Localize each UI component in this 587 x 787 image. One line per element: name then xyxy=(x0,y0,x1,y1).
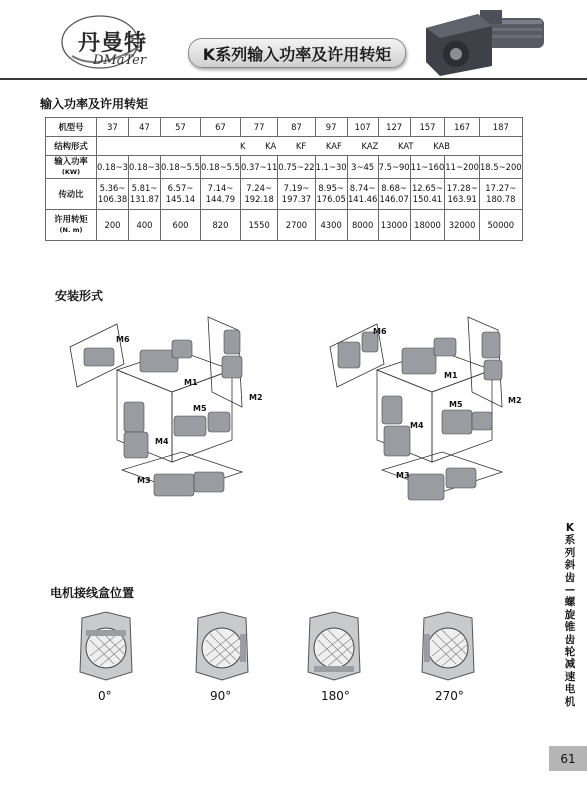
mount-label-m4: M4 xyxy=(155,437,169,446)
table-row-models xyxy=(46,118,523,137)
mount-label-m1: M1 xyxy=(444,371,458,380)
mount-label-m5: M5 xyxy=(193,404,207,413)
power-cell: 11~200 xyxy=(445,156,480,179)
spec-table xyxy=(45,117,523,241)
power-cell: 0.37~11 xyxy=(240,156,277,179)
model-cell: 37 xyxy=(97,118,129,137)
ratio-cell: 17.27~ 180.78 xyxy=(479,179,522,210)
power-cell: 0.18~3 xyxy=(97,156,129,179)
model-cell: 77 xyxy=(240,118,277,137)
structure-value: K xyxy=(240,140,246,151)
power-cell: 7.5~90 xyxy=(378,156,410,179)
ratio-cell: 8.68~ 146.07 xyxy=(378,179,410,210)
power-cell: 0.18~5.5 xyxy=(161,156,201,179)
mount-label-m3: M3 xyxy=(396,471,410,480)
mount-label-m2: M2 xyxy=(249,393,263,402)
torque-cell: 200 xyxy=(97,210,129,241)
gearbox-view-0 xyxy=(74,610,138,682)
ratio-cell: 5.36~ 106.38 xyxy=(97,179,129,210)
model-cell: 187 xyxy=(479,118,522,137)
side-tab-series-title: K 系 列 斜 齿 — 螺 旋 锥 齿 轮 减 速 电 机 xyxy=(564,522,576,708)
angle-label-270: 270° xyxy=(435,689,464,703)
torque-cell: 8000 xyxy=(347,210,378,241)
structure-value: KAF xyxy=(325,140,342,151)
mount-label-m6: M6 xyxy=(116,335,130,344)
header-rule xyxy=(0,78,587,80)
torque-cell: 13000 xyxy=(378,210,410,241)
structure-value: KA xyxy=(265,140,277,151)
torque-cell: 32000 xyxy=(445,210,480,241)
mount-label-m2: M2 xyxy=(508,396,522,405)
ratio-cell: 6.57~ 145.14 xyxy=(161,179,201,210)
angle-label-0: 0° xyxy=(98,689,112,703)
ratio-cell: 8.74~ 141.46 xyxy=(347,179,378,210)
row-label-structure: 结构形式 xyxy=(46,137,97,156)
ratio-cell: 5.81~ 131.87 xyxy=(129,179,161,210)
mount-label-m4: M4 xyxy=(410,421,424,430)
structure-value: KF xyxy=(295,140,307,151)
gearbox-view-90 xyxy=(190,610,254,682)
ratio-cell: 12.65~ 150.41 xyxy=(410,179,445,210)
row-label-power xyxy=(46,156,97,179)
ratio-cell: 7.24~ 192.18 xyxy=(240,179,277,210)
structure-value: KAB xyxy=(433,140,451,151)
torque-cell: 1550 xyxy=(240,210,277,241)
torque-cell: 600 xyxy=(161,210,201,241)
row-label-model: 机型号 xyxy=(46,118,97,137)
model-cell: 97 xyxy=(315,118,347,137)
mount-label-m3: M3 xyxy=(137,476,151,485)
torque-cell: 820 xyxy=(200,210,240,241)
power-cell: 3~45 xyxy=(347,156,378,179)
angle-label-180: 180° xyxy=(321,689,350,703)
mounting-diagram-left xyxy=(62,312,282,517)
ratio-cell: 7.19~ 197.37 xyxy=(278,179,315,210)
ratio-cell: 7.14~ 144.79 xyxy=(200,179,240,210)
page-number: 61 xyxy=(549,746,587,771)
gearbox-view-270 xyxy=(416,610,480,682)
mount-label-m1: M1 xyxy=(184,378,198,387)
torque-unit: (N. m) xyxy=(59,226,83,234)
torque-cell: 18000 xyxy=(410,210,445,241)
table-row-structure xyxy=(46,137,523,156)
model-cell: 167 xyxy=(445,118,480,137)
power-cell: 0.18~3 xyxy=(129,156,161,179)
table-row-ratio xyxy=(46,179,523,210)
gearbox-view-180 xyxy=(302,610,366,682)
angle-label-90: 90° xyxy=(210,689,232,703)
power-cell: 0.75~22 xyxy=(278,156,315,179)
structure-value: KAT xyxy=(397,140,414,151)
gearmotor-photo xyxy=(418,4,548,78)
row-label-ratio: 传动比 xyxy=(46,179,97,210)
row-label-torque xyxy=(46,210,97,241)
structure-value: KAZ xyxy=(361,140,379,151)
torque-cell: 4300 xyxy=(315,210,347,241)
torque-cell: 2700 xyxy=(278,210,315,241)
power-cell: 0.18~5.5 xyxy=(200,156,240,179)
mount-label-m5: M5 xyxy=(449,400,463,409)
section-title-power-torque: 输入功率及许用转矩 xyxy=(40,97,149,111)
page-title: K系列输入功率及许用转矩 xyxy=(188,38,406,68)
section-title-terminal-box: 电机接线盒位置 xyxy=(50,586,135,600)
power-label: 输入功率 xyxy=(54,156,88,166)
model-cell: 107 xyxy=(347,118,378,137)
logo-english-name: DMaTer xyxy=(93,53,147,68)
model-cell: 157 xyxy=(410,118,445,137)
ratio-cell: 8.95~ 176.05 xyxy=(315,179,347,210)
structure-cell xyxy=(97,137,523,156)
ratio-cell: 17.28~ 163.91 xyxy=(445,179,480,210)
torque-cell: 400 xyxy=(129,210,161,241)
power-cell: 11~160 xyxy=(410,156,445,179)
model-cell: 127 xyxy=(378,118,410,137)
torque-cell: 50000 xyxy=(479,210,522,241)
model-cell: 67 xyxy=(200,118,240,137)
power-cell: 1.1~30 xyxy=(315,156,347,179)
power-cell: 18.5~200 xyxy=(479,156,522,179)
torque-label: 许用转矩 xyxy=(54,214,88,224)
table-row-power xyxy=(46,156,523,179)
model-cell: 47 xyxy=(129,118,161,137)
power-unit: (KW) xyxy=(61,168,81,176)
logo-chinese-name: 丹曼特 xyxy=(78,31,148,56)
mount-label-m6: M6 xyxy=(373,327,387,336)
model-cell: 87 xyxy=(278,118,315,137)
model-cell: 57 xyxy=(161,118,201,137)
mounting-diagram-right xyxy=(322,312,542,517)
section-title-mounting: 安装形式 xyxy=(55,289,104,303)
table-row-torque xyxy=(46,210,523,241)
